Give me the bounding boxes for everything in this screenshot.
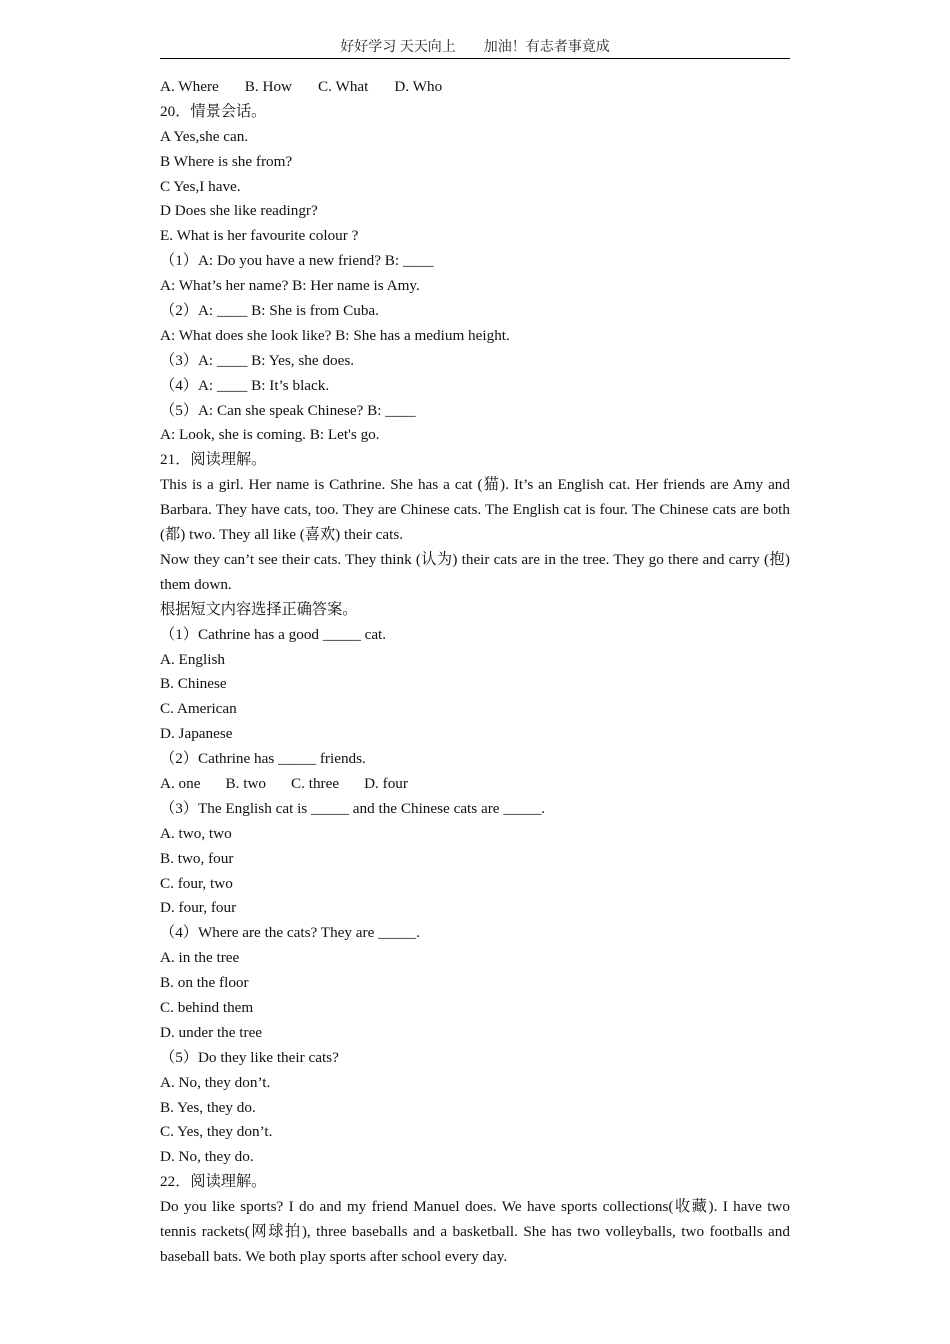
q21-question-3: （3）The English cat is _____ and the Chinese cats are _____.	[160, 799, 546, 817]
q21-q2-option-c: C. three	[291, 775, 340, 793]
q21-instruction: 根据短文内容选择正确答案。	[160, 600, 358, 618]
q21-q4-option-c: C. behind them	[160, 999, 254, 1017]
header-motto-left: 好好学习 天天向上	[340, 40, 456, 55]
q21-q5-option-d: D. No, they do.	[160, 1148, 254, 1166]
q21-passage-1: This is a girl. Her name is Cathrine. She has a cat (猫). It’s an English cat. Her friends are Amy and Barbara. They have cats, too. They are Chinese cats. The English cat is four. The Chinese cats are both (都) two. They all like (喜欢) their cats.	[160, 476, 790, 544]
q21-question-1: （1）Cathrine has a good _____ cat.	[160, 625, 387, 643]
q19-option-d: D. Who	[394, 78, 443, 95]
q20-dialogue-8: A: Look, she is coming. B: Let's go.	[160, 426, 380, 444]
q21-q1-option-b: B. Chinese	[160, 675, 227, 693]
q21-q4-option-b: B. on the floor	[160, 974, 249, 992]
q21-q4-option-d: D. under the tree	[160, 1023, 263, 1041]
q21-q3-option-a: A. two, two	[160, 824, 232, 842]
q21-passage-2: Now they can’t see their cats. They think (认为) their cats are in the tree. They go there and carry (抱) them down.	[160, 550, 790, 593]
q20-dialogue-1: （1）A: Do you have a new friend? B: ____	[160, 252, 434, 270]
q20-dialogue-3: （2）A: ____ B: She is from Cuba.	[160, 302, 379, 320]
q21-q2-option-a: A. one	[160, 775, 201, 793]
q21-q5-option-c: C. Yes, they don’t.	[160, 1123, 273, 1141]
q21-q3-option-d: D. four, four	[160, 899, 237, 917]
q20-choice-e: E. What is her favourite colour ?	[160, 227, 359, 245]
q19-option-b: B. How	[244, 78, 293, 95]
q21-q2-option-b: B. two	[225, 775, 267, 793]
q20-dialogue-6: （4）A: ____ B: It’s black.	[160, 376, 330, 394]
q21-q1-option-c: C. American	[160, 700, 237, 718]
q21-question-4: （4）Where are the cats? They are _____.	[160, 924, 420, 942]
q21-q1-option-d: D. Japanese	[160, 725, 233, 743]
q21-q5-option-b: B. Yes, they do.	[160, 1098, 256, 1116]
q22-title: 22．阅读理解。	[160, 1173, 267, 1191]
q19-option-a: A. Where	[160, 78, 219, 95]
q19-options	[160, 75, 790, 100]
q21-title: 21．阅读理解。	[160, 451, 267, 469]
q21-question-2: （2）Cathrine has _____ friends.	[160, 750, 366, 768]
q20-dialogue-7: （5）A: Can she speak Chinese? B: ____	[160, 401, 416, 419]
q20-title: 20．情景会话。	[160, 102, 267, 120]
q20-dialogue-4: A: What does she look like? B: She has a medium height.	[160, 326, 510, 344]
q21-q3-option-b: B. two, four	[160, 849, 234, 867]
q21-q1-option-a: A. English	[160, 650, 225, 668]
page-header	[160, 38, 790, 59]
q19-option-c: C. What	[318, 78, 369, 95]
q21-q2-option-d: D. four	[364, 775, 408, 793]
header-motto-right: 加油！有志者事竟成	[483, 40, 610, 55]
q20-choice-b: B Where is she from?	[160, 152, 293, 170]
q20-choice-d: D Does she like readingr?	[160, 202, 318, 220]
q21-question-5: （5）Do they like their cats?	[160, 1048, 339, 1066]
q21-q3-option-c: C. four, two	[160, 874, 233, 892]
q20-choice-a: A Yes,she can.	[160, 127, 249, 145]
q21-q4-option-a: A. in the tree	[160, 949, 240, 967]
q21-q5-option-a: A. No, they don’t.	[160, 1073, 271, 1091]
q20-dialogue-2: A: What’s her name? B: Her name is Amy.	[160, 277, 420, 295]
q20-choice-c: C Yes,I have.	[160, 177, 241, 195]
document-body	[160, 75, 790, 1270]
q20-dialogue-5: （3）A: ____ B: Yes, she does.	[160, 351, 355, 369]
q22-passage: Do you like sports? I do and my friend Manuel does. We have sports collections(收藏). I have two tennis rackets(网球拍), three baseballs and a basketball. She has two volleyballs, two footballs and baseball bats. We both play sports after school every day.	[160, 1198, 790, 1265]
q21-q2-options	[160, 772, 790, 797]
